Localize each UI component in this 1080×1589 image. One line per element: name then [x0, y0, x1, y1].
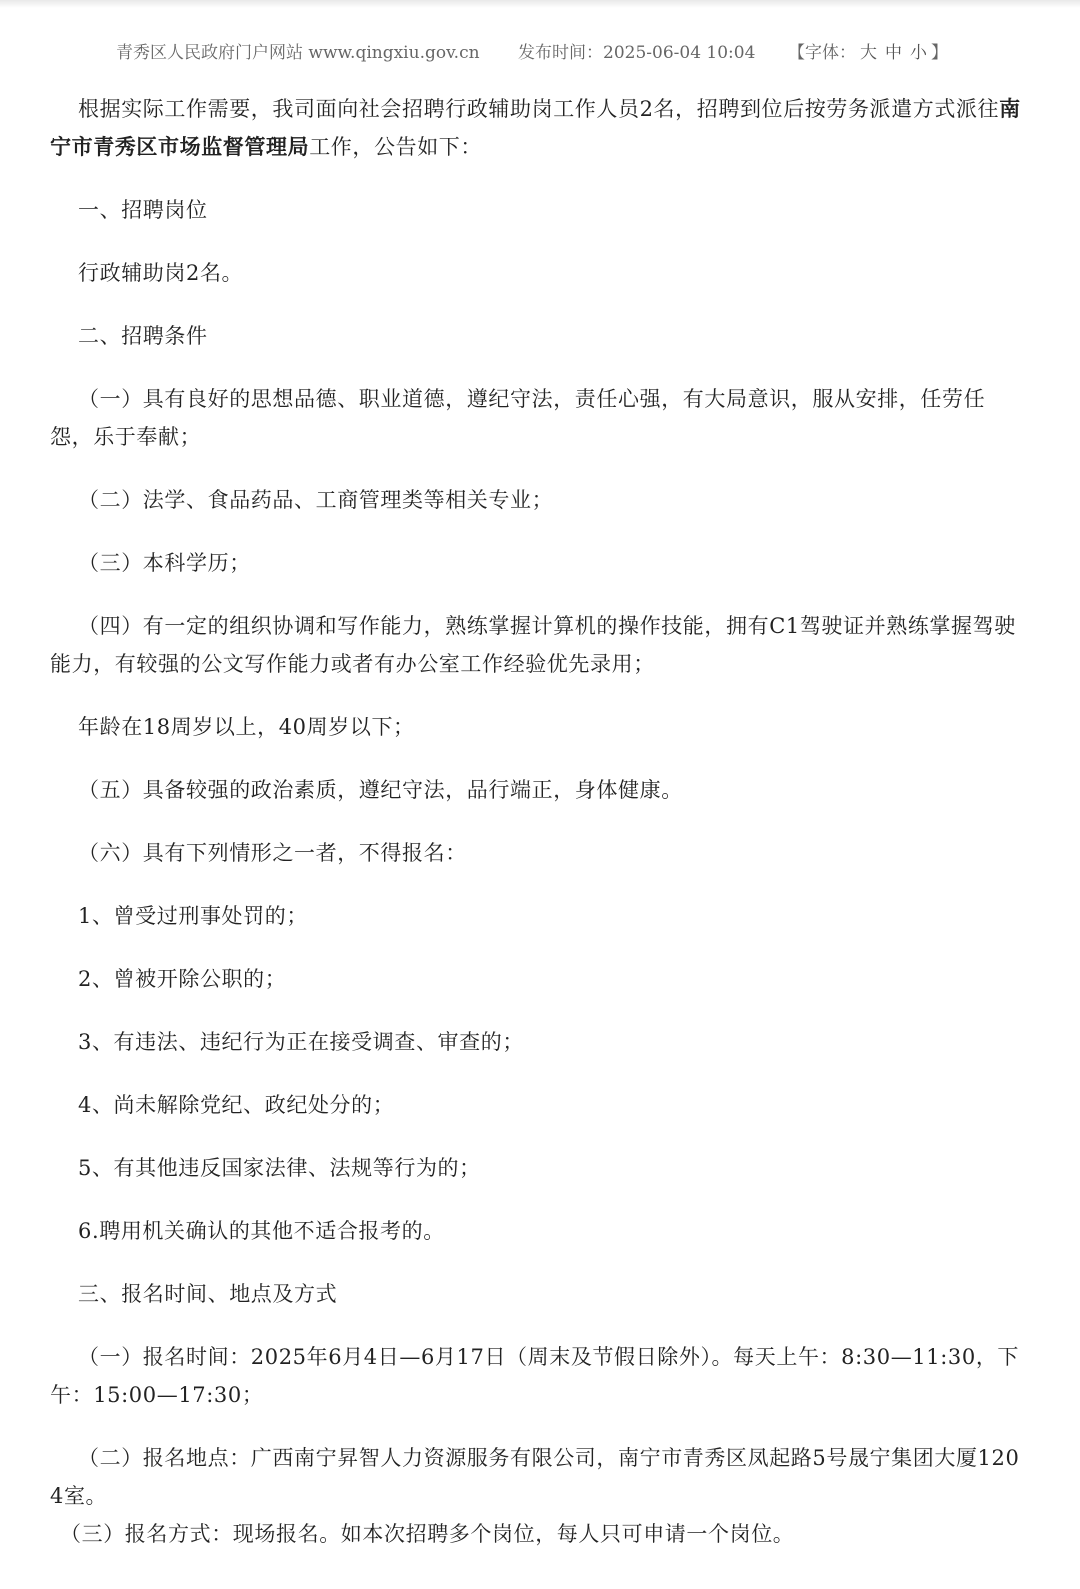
top-edge	[0, 0, 1080, 8]
font-large-link[interactable]: 大	[860, 43, 877, 63]
font-small-link[interactable]: 小	[910, 43, 927, 63]
publish-time-label: 发布时间：	[518, 43, 603, 63]
font-label-open: 【字体：	[788, 43, 856, 63]
condition-2: （二）法学、食品药品、工商管理类等相关专业；	[78, 488, 554, 512]
condition-age: 年龄在18周岁以上，40周岁以下；	[78, 715, 415, 739]
exclusion-6: 6.聘用机关确认的其他不适合报考的。	[78, 1219, 445, 1243]
registration-location: （二）报名地点：广西南宁昇智人力资源服务有限公司，南宁市青秀区凤起路5号晟宁集团大厦1204室。	[50, 1446, 1020, 1508]
condition-6: （六）具有下列情形之一者，不得报名：	[78, 841, 467, 865]
section-2-title: 二、招聘条件	[78, 324, 208, 348]
intro-text-1: 根据实际工作需要，我司面向社会招聘行政辅助岗工作人员2名，招聘到位后按劳务派遣方式派往	[78, 97, 1000, 121]
exclusion-1: 1、曾受过刑事处罚的；	[78, 904, 308, 928]
condition-3: （三）本科学历；	[78, 551, 251, 575]
intro-paragraph	[50, 90, 1022, 166]
section-1-body: 行政辅助岗2名。	[78, 261, 244, 285]
condition-4: （四）有一定的组织协调和写作能力，熟练掌握计算机的操作技能，拥有C1驾驶证并熟练掌握驾驶能力，有较强的公文写作能力或者有办公室工作经验优先录用；	[50, 614, 1016, 676]
font-label-close: 】	[931, 43, 948, 63]
registration-method: （三）报名方式：现场报名。如本次招聘多个岗位，每人只可申请一个岗位。	[60, 1522, 795, 1546]
section-1-title: 一、招聘岗位	[78, 198, 208, 222]
intro-agency-name: 南宁市青秀区市场监督管理局	[50, 96, 1021, 159]
exclusion-3: 3、有违法、违纪行为正在接受调查、审查的；	[78, 1030, 524, 1054]
font-medium-link[interactable]: 中	[885, 43, 902, 63]
exclusion-4: 4、尚未解除党纪、政纪处分的；	[78, 1093, 395, 1117]
section-3-title: 三、报名时间、地点及方式	[78, 1282, 338, 1306]
registration-time: （一）报名时间：2025年6月4日—6月17日（周末及节假日除外）。每天上午：8:30—11:30，下午：15:00—17:30；	[50, 1345, 1020, 1407]
article-body	[50, 90, 1022, 1578]
exclusion-5: 5、有其他违反国家法律、法规等行为的；	[78, 1156, 481, 1180]
source-label: 青秀区人民政府门户网站 www.qingxiu.gov.cn	[116, 43, 480, 63]
article-meta-bar	[0, 38, 1080, 68]
intro-text-2: 工作，公告如下：	[309, 135, 483, 159]
exclusion-2: 2、曾被开除公职的；	[78, 967, 287, 991]
condition-5: （五）具备较强的政治素质，遵纪守法，品行端正，身体健康。	[78, 778, 683, 802]
publish-time-value: 2025-06-04 10:04	[603, 43, 756, 63]
publish-time	[518, 38, 755, 63]
condition-1: （一）具有良好的思想品德、职业道德，遵纪守法，责任心强，有大局意识，服从安排，任劳任怨，乐于奉献；	[50, 387, 986, 449]
font-size-switcher	[788, 38, 948, 63]
